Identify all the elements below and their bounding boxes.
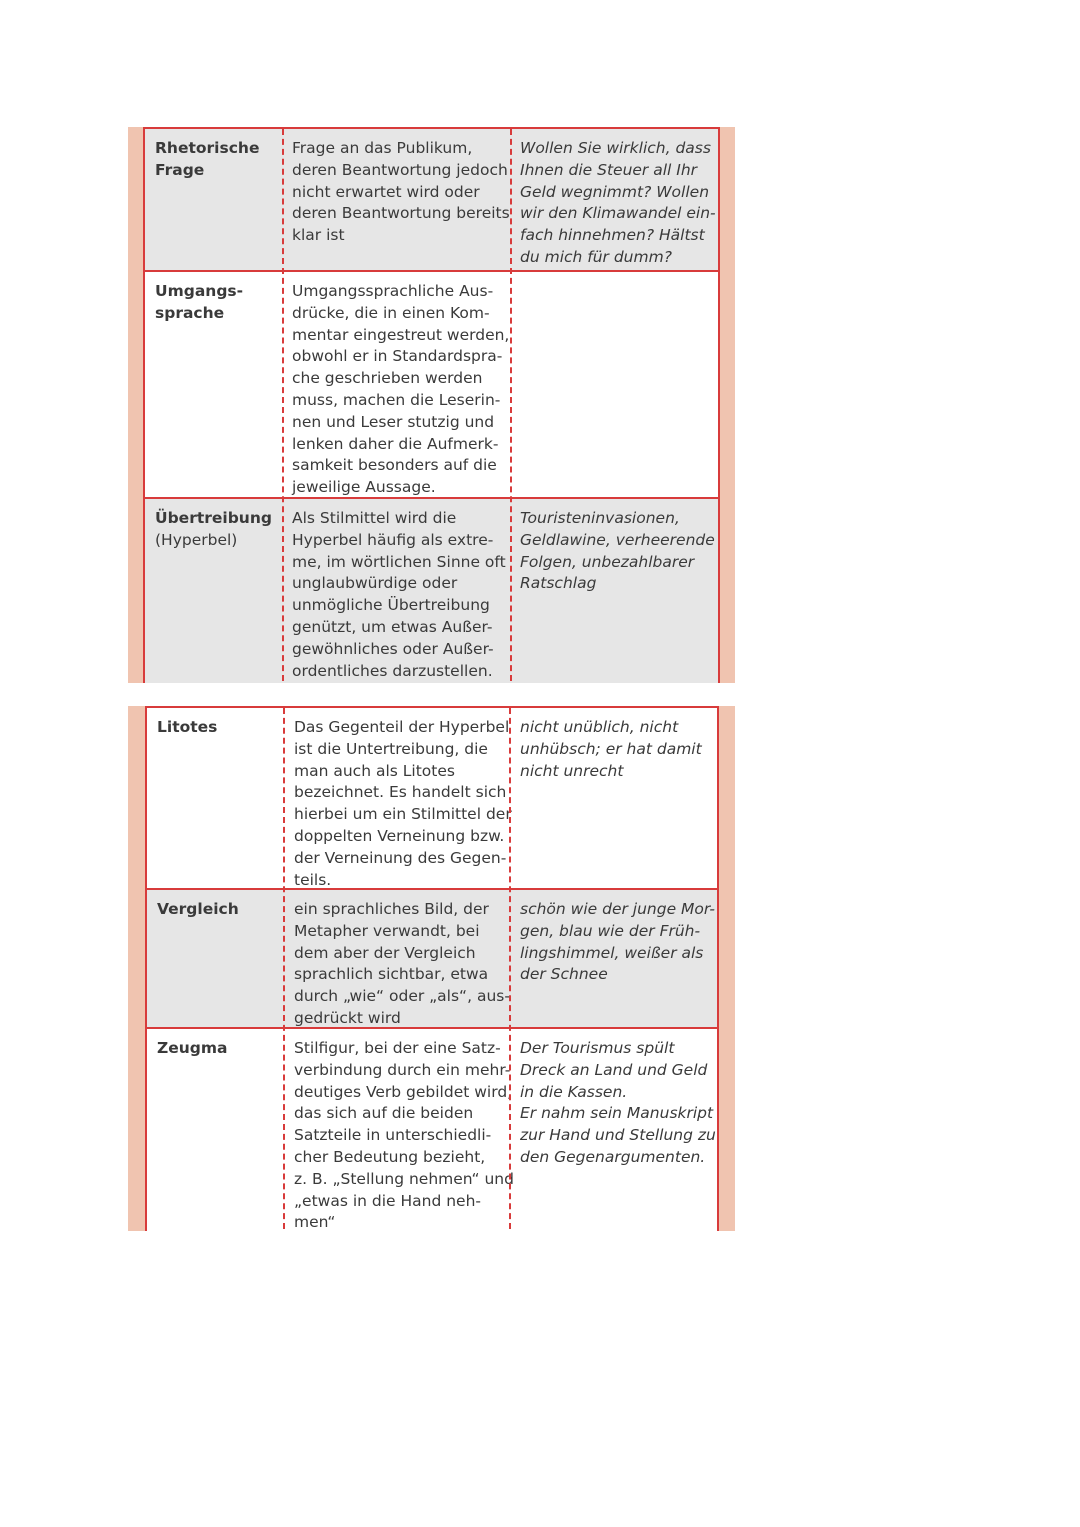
text-line: unmögliche Übertreibung: [292, 596, 490, 615]
table-row: [145, 129, 718, 272]
text-line: Frage: [155, 160, 205, 179]
text-line: deren Beantwortung bereits: [292, 204, 510, 223]
text-line: fach hinnehmen? Hältst: [520, 226, 705, 245]
text-line: Satzteile in unterschiedli-: [294, 1126, 492, 1145]
description-cell: [292, 138, 510, 247]
term-subtitle: (Hyperbel): [155, 530, 238, 549]
table-row: [147, 1029, 717, 1231]
table-row: [145, 499, 718, 683]
text-line: gen, blau wie der Früh-: [520, 921, 701, 940]
text-line: hierbei um ein Stilmittel der: [294, 805, 512, 824]
text-line: unhübsch; er hat damit: [520, 739, 702, 758]
stilmittel-card-1: [128, 127, 735, 683]
text-line: mentar eingestreut werden,: [292, 325, 510, 344]
text-line: deutiges Verb gebildet wird,: [294, 1082, 513, 1101]
text-line: drücke, die in einen Kom-: [292, 303, 490, 322]
text-line: klar ist: [292, 226, 345, 245]
text-line: ein sprachliches Bild, der: [294, 900, 489, 918]
term-cell: [155, 508, 272, 552]
description-cell: [292, 281, 509, 499]
text-line: Dreck an Land und Geld: [520, 1060, 708, 1079]
text-line: Er nahm sein Manuskript: [520, 1104, 714, 1123]
text-line: in die Kassen.: [520, 1082, 628, 1101]
example-cell: [520, 138, 716, 269]
text-line: me, im wörtlichen Sinne oft: [292, 552, 506, 571]
column-divider: [283, 708, 285, 1229]
example-cell: [520, 717, 702, 782]
text-line: schön wie der junge Mor-: [520, 900, 716, 918]
description-cell: [294, 899, 510, 1030]
text-line: jeweilige Aussage.: [292, 478, 436, 497]
table-row: [147, 890, 717, 1029]
text-line: Folgen, unbezahlbarer: [520, 552, 695, 571]
text-line: sprache: [155, 303, 225, 322]
text-line: nicht unüblich, nicht: [520, 718, 679, 736]
text-line: Geldlawine, verheerende: [520, 530, 715, 549]
text-line: obwohl er in Standardspra-: [292, 347, 503, 366]
text-line: genützt, um etwas Außer-: [292, 617, 493, 636]
stilmittel-table-1: [143, 127, 720, 683]
term-cell: [157, 717, 217, 739]
text-line: doppelten Verneinung bzw.: [294, 826, 505, 845]
example-cell: [520, 1038, 716, 1169]
column-divider: [282, 129, 284, 681]
text-line: du mich für dumm?: [520, 247, 672, 266]
term-cell: [155, 281, 243, 325]
text-line: samkeit besonders auf die: [292, 456, 497, 475]
stilmittel-card-2: [128, 706, 735, 1231]
text-line: Übertreibung: [155, 509, 272, 527]
text-line: den Gegenargumenten.: [520, 1147, 706, 1166]
text-line: nicht erwartet wird oder: [292, 182, 480, 201]
text-line: Ratschlag: [520, 574, 597, 593]
table-row: [147, 708, 717, 890]
text-line: Wollen Sie wirklich, dass: [520, 139, 711, 157]
text-line: Ihnen die Steuer all Ihr: [520, 160, 698, 179]
text-line: gedrückt wird: [294, 1008, 401, 1027]
term-cell: [155, 138, 259, 182]
column-divider: [509, 708, 511, 1229]
text-line: Stilfigur, bei der eine Satz-: [294, 1039, 501, 1057]
text-line: der Schnee: [520, 965, 608, 984]
text-line: Der Tourismus spült: [520, 1039, 675, 1057]
text-line: Umgangs-: [155, 282, 244, 300]
text-line: verbindung durch ein mehr-: [294, 1060, 511, 1079]
table-row: [145, 272, 718, 499]
text-line: deren Beantwortung jedoch: [292, 160, 508, 179]
text-line: durch „wie“ oder „als“, aus-: [294, 987, 510, 1006]
text-line: teils.: [294, 870, 332, 889]
text-line: ordentliches darzustellen.: [292, 661, 493, 680]
text-line: man auch als Litotes: [294, 761, 455, 780]
text-line: unglaubwürdige oder: [292, 574, 458, 593]
text-line: che geschrieben werden: [292, 369, 483, 388]
text-line: wir den Klimawandel ein-: [520, 204, 716, 223]
text-line: lenken daher die Aufmerk-: [292, 434, 499, 453]
stilmittel-table-2: [145, 706, 719, 1231]
text-line: Metapher verwandt, bei: [294, 921, 480, 940]
text-line: Vergleich: [157, 900, 239, 918]
text-line: gewöhnliches oder Außer-: [292, 639, 494, 658]
term-cell: [157, 1038, 228, 1060]
text-line: Rhetorische: [155, 139, 260, 157]
text-line: men“: [294, 1213, 336, 1232]
term-cell: [157, 899, 239, 921]
text-line: sprachlich sichtbar, etwa: [294, 965, 489, 984]
example-cell: [520, 899, 715, 986]
text-line: Litotes: [157, 718, 218, 736]
description-cell: [294, 717, 512, 891]
text-line: nen und Leser stutzig und: [292, 412, 495, 431]
text-line: Als Stilmittel wird die: [292, 509, 457, 527]
example-cell: [520, 508, 715, 595]
text-line: muss, machen die Leserin-: [292, 390, 501, 409]
text-line: Hyperbel häufig als extre-: [292, 530, 494, 549]
text-line: Umgangssprachliche Aus-: [292, 282, 494, 300]
text-line: zur Hand und Stellung zu: [520, 1126, 716, 1145]
text-line: bezeichnet. Es handelt sich: [294, 783, 507, 802]
text-line: das sich auf die beiden: [294, 1104, 474, 1123]
text-line: Das Gegenteil der Hyperbel: [294, 718, 510, 736]
text-line: ist die Untertreibung, die: [294, 739, 488, 758]
text-line: z. B. „Stellung nehmen“ und: [294, 1169, 514, 1188]
text-line: dem aber der Vergleich: [294, 943, 476, 962]
description-cell: [292, 508, 506, 682]
text-line: Geld wegnimmt? Wollen: [520, 182, 710, 201]
text-line: Touristeninvasionen,: [520, 509, 680, 527]
text-line: nicht unrecht: [520, 761, 624, 780]
text-line: „etwas in die Hand neh-: [294, 1191, 482, 1210]
column-divider: [510, 129, 512, 681]
text-line: lingshimmel, weißer als: [520, 943, 704, 962]
text-line: cher Bedeutung bezieht,: [294, 1147, 486, 1166]
description-cell: [294, 1038, 514, 1234]
text-line: Frage an das Publikum,: [292, 139, 473, 157]
text-line: der Verneinung des Gegen-: [294, 848, 507, 867]
text-line: Zeugma: [157, 1039, 228, 1057]
